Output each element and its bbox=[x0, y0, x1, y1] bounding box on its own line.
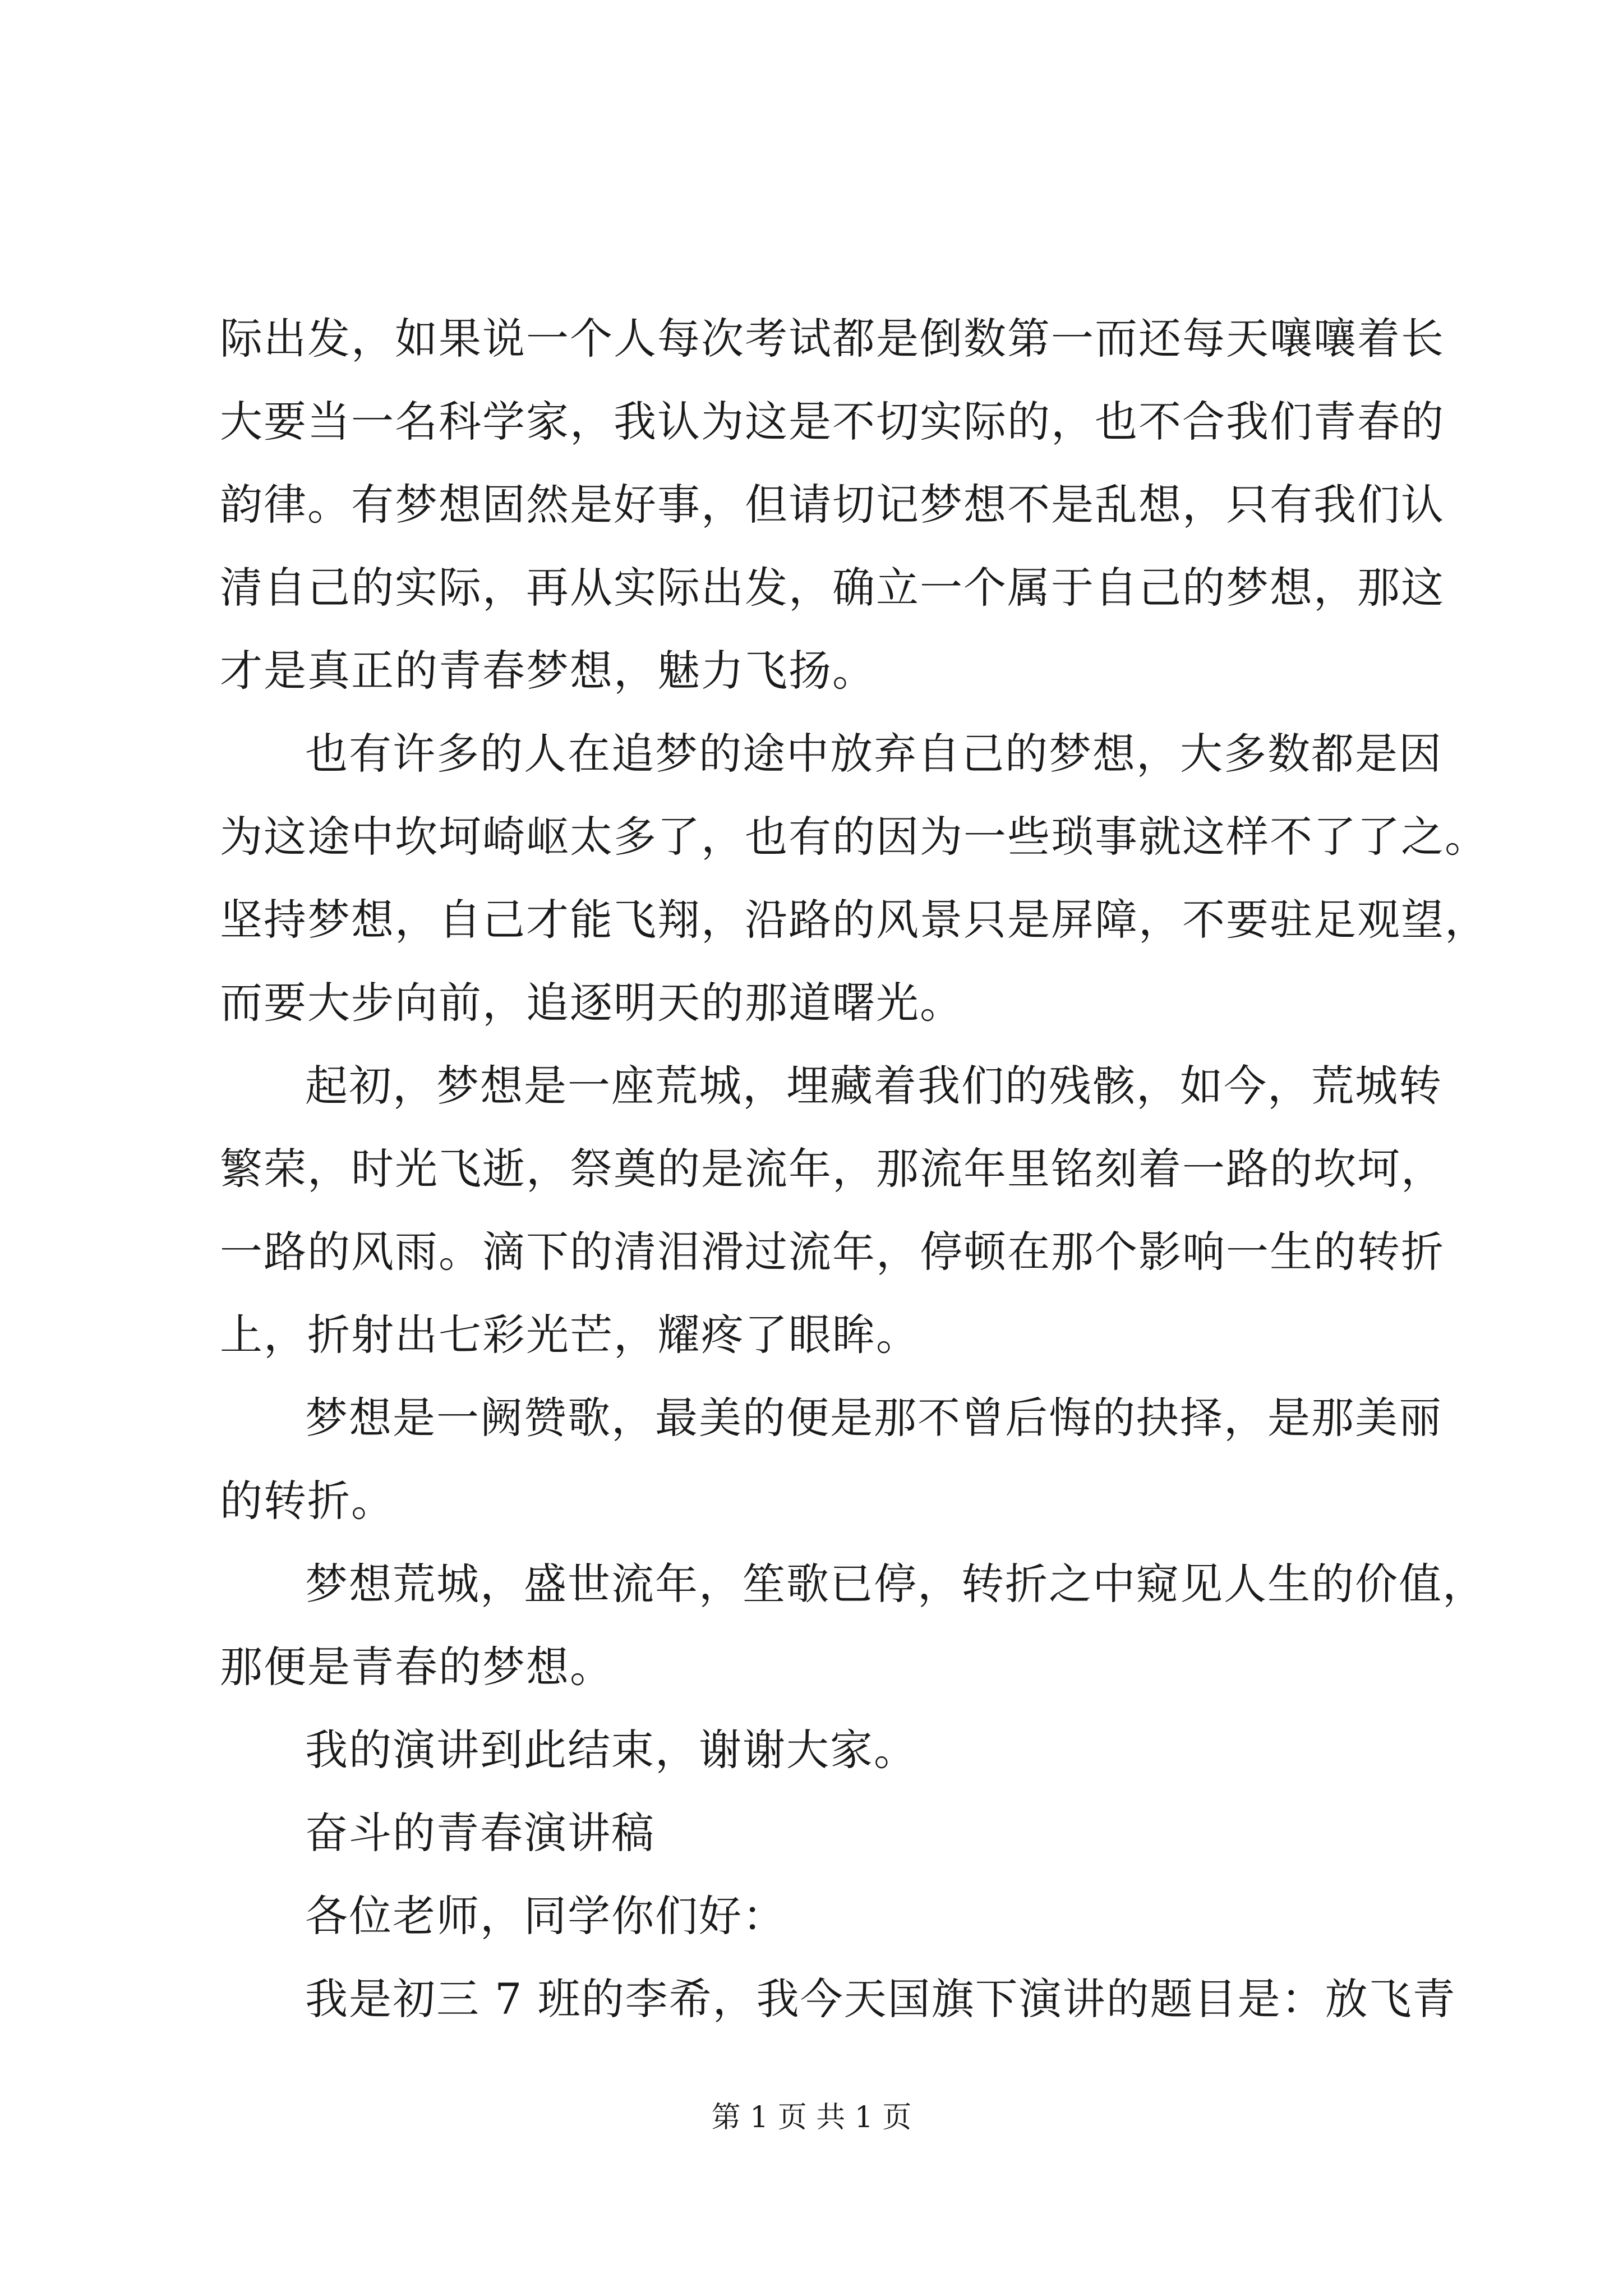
text-line: 清自己的实际，再从实际出发，确立一个属于自己的梦想，那这 bbox=[220, 563, 1445, 613]
text-line: 各位老师，同学你们好： bbox=[305, 1891, 786, 1941]
text-line: 奋斗的青春演讲稿 bbox=[305, 1808, 655, 1858]
page-number-label: 第 1 页 共 1 页 bbox=[711, 2101, 912, 2134]
text-line: 起初，梦想是一座荒城，埋藏着我们的残骸，如今，荒城转 bbox=[305, 1061, 1442, 1111]
text-line: 也有许多的人在追梦的途中放弃自己的梦想，大多数都是因 bbox=[305, 729, 1442, 779]
text-line: 梦想是一阙赞歌，最美的便是那不曾后悔的抉择，是那美丽 bbox=[305, 1393, 1442, 1443]
text-line: 韵律。有梦想固然是好事，但请切记梦想不是乱想，只有我们认 bbox=[220, 480, 1445, 530]
text-line: 那便是青春的梦想。 bbox=[220, 1642, 614, 1692]
text-line: 梦想荒城，盛世流年，笙歌已停，转折之中窥见人生的价值， bbox=[305, 1559, 1486, 1609]
document-body bbox=[220, 297, 1488, 2041]
text-line: 坚持梦想，自己才能飞翔，沿路的风景只是屏障，不要驻足观望， bbox=[220, 895, 1488, 945]
text-line: 我是初三 7 班的李希，我今天国旗下演讲的题目是：放飞青 bbox=[305, 1974, 1456, 2024]
page-footer bbox=[0, 2098, 1623, 2137]
text-line: 大要当一名科学家，我认为这是不切实际的，也不合我们青春的 bbox=[220, 397, 1445, 447]
text-line: 为这途中坎坷崎岖太多了，也有的因为一些琐事就这样不了了之。 bbox=[220, 812, 1488, 862]
text-line: 上，折射出七彩光芒，耀疼了眼眸。 bbox=[220, 1310, 920, 1360]
text-line: 一路的风雨。滴下的清泪滑过流年，停顿在那个影响一生的转折 bbox=[220, 1227, 1445, 1277]
text-line: 的转折。 bbox=[220, 1476, 395, 1526]
text-line: 而要大步向前，追逐明天的那道曙光。 bbox=[220, 978, 963, 1028]
text-line: 才是真正的青春梦想，魅力飞扬。 bbox=[220, 646, 876, 696]
text-line: 我的演讲到此结束，谢谢大家。 bbox=[305, 1725, 917, 1775]
text-line: 繁荣，时光飞逝，祭奠的是流年，那流年里铭刻着一路的坎坷， bbox=[220, 1144, 1445, 1194]
text-line: 际出发，如果说一个人每次考试都是倒数第一而还每天嚷嚷着长 bbox=[220, 314, 1445, 364]
